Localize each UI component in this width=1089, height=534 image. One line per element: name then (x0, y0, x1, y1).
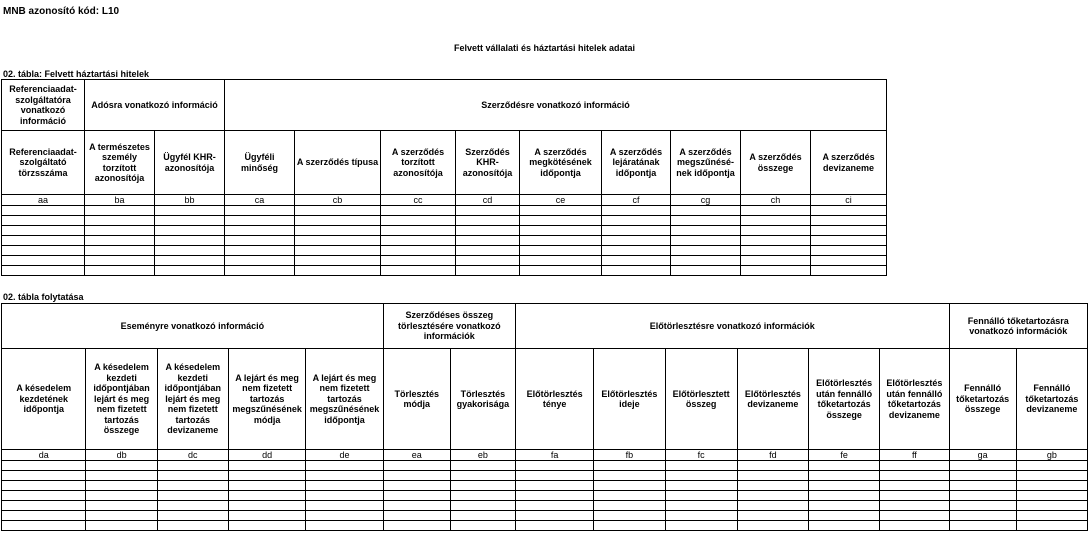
table-row (2, 501, 1088, 511)
table-cell[interactable] (383, 501, 450, 511)
table-cell[interactable] (228, 481, 305, 491)
table-cell[interactable] (811, 256, 887, 266)
table-cell[interactable] (741, 246, 811, 256)
table-cell[interactable] (295, 236, 381, 246)
table-cell[interactable] (741, 206, 811, 216)
table2-col-fb: Előtörlesztés ideje (594, 349, 665, 450)
table-cell[interactable] (1016, 511, 1087, 521)
table2-col-fc: Előtörlesztett összeg (665, 349, 737, 450)
table1-code: ci (811, 195, 887, 206)
table1-caption: 02. tábla: Felvett háztartási hitelek (3, 69, 150, 79)
table-cell[interactable] (86, 461, 157, 471)
table-cell[interactable] (1016, 521, 1087, 531)
table-cell[interactable] (383, 491, 450, 501)
table-cell[interactable] (811, 266, 887, 276)
table-cell[interactable] (741, 216, 811, 226)
table-cell[interactable] (880, 521, 949, 531)
table2-col-ff: Előtörlesztés után fennálló tőketartozás devizaneme (880, 349, 949, 450)
table-cell[interactable] (456, 216, 520, 226)
table-cell[interactable] (157, 471, 228, 481)
table-cell[interactable] (1016, 501, 1087, 511)
table-row (2, 511, 1088, 521)
table-cell[interactable] (381, 206, 456, 216)
table-row (2, 236, 887, 246)
table2-data-rows (2, 461, 1088, 531)
table-cell[interactable] (665, 511, 737, 521)
table-cell[interactable] (594, 471, 665, 481)
table1-code-row (2, 195, 887, 206)
table-cell[interactable] (306, 501, 383, 511)
table-cell[interactable] (520, 266, 602, 276)
table1-col-bb: Ügyfél KHR-azonosítója (155, 131, 225, 195)
table-cell[interactable] (809, 461, 880, 471)
table-cell[interactable] (811, 246, 887, 256)
table-cell[interactable] (456, 226, 520, 236)
table1-col-aa: Referenciaadat-szolgáltató törzsszáma (2, 131, 85, 195)
table1-code: bb (155, 195, 225, 206)
table-cell[interactable] (811, 236, 887, 246)
table2-code: ea (383, 450, 450, 461)
table-cell[interactable] (228, 501, 305, 511)
table2-code: fc (665, 450, 737, 461)
table-cell[interactable] (2, 256, 85, 266)
table-cell[interactable] (515, 471, 593, 481)
mnb-code-label: MNB azonosító kód: L10 (3, 6, 120, 17)
table-cell[interactable] (520, 246, 602, 256)
table-cell[interactable] (515, 521, 593, 531)
table1-code: cg (671, 195, 741, 206)
table-cell[interactable] (383, 461, 450, 471)
table1-group-row (2, 80, 887, 131)
table-cell[interactable] (306, 491, 383, 501)
table-cell[interactable] (602, 256, 671, 266)
table-row (2, 491, 1088, 501)
table2-code: dd (228, 450, 305, 461)
table-cell[interactable] (737, 461, 808, 471)
table-cell[interactable] (880, 491, 949, 501)
table-cell[interactable] (456, 236, 520, 246)
table-cell[interactable] (594, 461, 665, 471)
table-cell[interactable] (809, 511, 880, 521)
table-cell[interactable] (671, 216, 741, 226)
table-cell[interactable] (85, 206, 155, 216)
table-cell[interactable] (2, 481, 86, 491)
table-cell[interactable] (85, 266, 155, 276)
table2-group-event: Eseményre vonatkozó információ (2, 304, 384, 349)
table1-code: cc (381, 195, 456, 206)
table-cell[interactable] (1016, 471, 1087, 481)
table-cell[interactable] (306, 481, 383, 491)
table-cell[interactable] (2, 461, 86, 471)
table-cell[interactable] (880, 511, 949, 521)
table-cell[interactable] (602, 226, 671, 236)
table-cell[interactable] (880, 461, 949, 471)
table1-group-debtor: Adósra vonatkozó információ (85, 80, 225, 131)
table-cell[interactable] (949, 511, 1016, 521)
table-cell[interactable] (594, 491, 665, 501)
table-cell[interactable] (602, 266, 671, 276)
table2-col-da: A késedelem kezdetének időpontja (2, 349, 86, 450)
table1-col-cf: A szerződés lejáratának időpontja (602, 131, 671, 195)
table-cell[interactable] (295, 256, 381, 266)
table-cell[interactable] (228, 491, 305, 501)
table-cell[interactable] (225, 226, 295, 236)
table-cell[interactable] (225, 266, 295, 276)
table1-col-ci: A szerződés devizaneme (811, 131, 887, 195)
table-cell[interactable] (295, 206, 381, 216)
table-cell[interactable] (228, 461, 305, 471)
table-cell[interactable] (225, 256, 295, 266)
table1-code: ba (85, 195, 155, 206)
table-cell[interactable] (2, 501, 86, 511)
table-cell[interactable] (157, 461, 228, 471)
table-cell[interactable] (456, 266, 520, 276)
table2-col-fe: Előtörlesztés után fennálló tőketartozás összege (809, 349, 880, 450)
table2-code: fe (809, 450, 880, 461)
table-cell[interactable] (381, 266, 456, 276)
table-cell[interactable] (737, 521, 808, 531)
table-cell[interactable] (671, 226, 741, 236)
table1-col-ba: A természetes személy torzított azonosítója (85, 131, 155, 195)
table2-code: da (2, 450, 86, 461)
table-cell[interactable] (85, 226, 155, 236)
table-cell[interactable] (737, 511, 808, 521)
table-cell[interactable] (450, 471, 515, 481)
table1-data-rows (2, 206, 887, 276)
table-cell[interactable] (228, 511, 305, 521)
table2-code: fa (515, 450, 593, 461)
table1-col-cc: A szerződés torzított azonosítója (381, 131, 456, 195)
table-cell[interactable] (295, 226, 381, 236)
table-cell[interactable] (1016, 461, 1087, 471)
table1-code: ch (741, 195, 811, 206)
table-cell[interactable] (515, 511, 593, 521)
table-cell[interactable] (450, 461, 515, 471)
table-cell[interactable] (225, 246, 295, 256)
table-cell[interactable] (2, 266, 85, 276)
table-cell[interactable] (295, 246, 381, 256)
table-cell[interactable] (520, 216, 602, 226)
table-cell[interactable] (671, 236, 741, 246)
table-cell[interactable] (737, 481, 808, 491)
table2-col-db: A késedelem kezdeti időpontjában lejárt és meg nem fizetett tartozás összege (86, 349, 157, 450)
table1-col-ch: A szerződés összege (741, 131, 811, 195)
table-row (2, 256, 887, 266)
table-cell[interactable] (809, 491, 880, 501)
table-cell[interactable] (225, 216, 295, 226)
table-cell[interactable] (594, 501, 665, 511)
table-cell[interactable] (85, 256, 155, 266)
table1-header-row (2, 131, 887, 195)
table-row (2, 216, 887, 226)
table1-code: cb (295, 195, 381, 206)
table-cell[interactable] (594, 521, 665, 531)
table1-col-cb: A szerződés típusa (295, 131, 381, 195)
table2-col-gb: Fennálló tőketartozás devizaneme (1016, 349, 1087, 450)
table-cell[interactable] (381, 246, 456, 256)
table2-group-outstanding: Fennálló tőketartozásra vonatkozó információk (949, 304, 1087, 349)
table-cell[interactable] (2, 216, 85, 226)
table-cell[interactable] (520, 256, 602, 266)
table-cell[interactable] (306, 521, 383, 531)
table2-group-prepayment: Előtörlesztésre vonatkozó információk (515, 304, 949, 349)
table2-code: eb (450, 450, 515, 461)
table-row (2, 226, 887, 236)
table-cell[interactable] (515, 481, 593, 491)
table2-code: ff (880, 450, 949, 461)
table2-col-eb: Törlesztés gyakorisága (450, 349, 515, 450)
table-cell[interactable] (741, 236, 811, 246)
table-row (2, 461, 1088, 471)
table-cell[interactable] (383, 511, 450, 521)
table-cell[interactable] (2, 236, 85, 246)
table-cell[interactable] (225, 236, 295, 246)
table-cell[interactable] (949, 501, 1016, 511)
table-cell[interactable] (381, 216, 456, 226)
table-cell[interactable] (1016, 481, 1087, 491)
table-row (2, 521, 1088, 531)
table-cell[interactable] (665, 491, 737, 501)
table-cell[interactable] (671, 266, 741, 276)
table2-code: de (306, 450, 383, 461)
table1-col-ce: A szerződés megkötésének időpontja (520, 131, 602, 195)
table-cell[interactable] (741, 226, 811, 236)
table-cell[interactable] (520, 206, 602, 216)
table-cell[interactable] (515, 501, 593, 511)
table-cell[interactable] (809, 481, 880, 491)
table-cell[interactable] (602, 236, 671, 246)
table-cell[interactable] (85, 246, 155, 256)
table-cell[interactable] (155, 266, 225, 276)
table-cell[interactable] (741, 266, 811, 276)
table-cell[interactable] (450, 501, 515, 511)
table2-col-fd: Előtörlesztés devizaneme (737, 349, 808, 450)
table-cell[interactable] (381, 256, 456, 266)
table1-code: cf (602, 195, 671, 206)
table-cell[interactable] (665, 501, 737, 511)
table-cell[interactable] (665, 481, 737, 491)
table-cell[interactable] (949, 491, 1016, 501)
table-cell[interactable] (383, 471, 450, 481)
table-cell[interactable] (2, 521, 86, 531)
table-cell[interactable] (949, 521, 1016, 531)
table-cell[interactable] (381, 236, 456, 246)
table2-col-de: A lejárt és meg nem fizetett tartozás megszűnésének időpontja (306, 349, 383, 450)
table-cell[interactable] (86, 521, 157, 531)
table-cell[interactable] (809, 471, 880, 481)
table2-col-dc: A késedelem kezdeti időpontjában lejárt és meg nem fizetett tartozás devizaneme (157, 349, 228, 450)
table-cell[interactable] (2, 491, 86, 501)
table2-col-fa: Előtörlesztés ténye (515, 349, 593, 450)
table-cell[interactable] (295, 266, 381, 276)
table-cell[interactable] (157, 491, 228, 501)
table-cell[interactable] (86, 471, 157, 481)
table-cell[interactable] (737, 471, 808, 481)
table-cell[interactable] (2, 206, 85, 216)
table-cell[interactable] (155, 216, 225, 226)
table-cell[interactable] (949, 481, 1016, 491)
table-row (2, 246, 887, 256)
table1 (1, 79, 887, 276)
table-cell[interactable] (383, 481, 450, 491)
table2-group-repayment: Szerződéses összeg törlesztésére vonatkozó információk (383, 304, 515, 349)
table-cell[interactable] (86, 501, 157, 511)
table-cell[interactable] (450, 481, 515, 491)
table-cell[interactable] (456, 206, 520, 216)
table-cell[interactable] (671, 206, 741, 216)
table-cell[interactable] (306, 511, 383, 521)
table-row (2, 481, 1088, 491)
table-cell[interactable] (228, 471, 305, 481)
table-cell[interactable] (450, 521, 515, 531)
table-cell[interactable] (155, 226, 225, 236)
table2-code: dc (157, 450, 228, 461)
table-cell[interactable] (665, 521, 737, 531)
table-cell[interactable] (225, 206, 295, 216)
table-row (2, 266, 887, 276)
table-cell[interactable] (86, 491, 157, 501)
table-cell[interactable] (809, 501, 880, 511)
table-cell[interactable] (602, 206, 671, 216)
table2-code-row (2, 450, 1088, 461)
table-cell[interactable] (383, 521, 450, 531)
table1-col-cd: Szerződés KHR-azonosítója (456, 131, 520, 195)
table1-code: aa (2, 195, 85, 206)
table-cell[interactable] (157, 511, 228, 521)
table-cell[interactable] (594, 511, 665, 521)
table-cell[interactable] (949, 461, 1016, 471)
table2-code: fd (737, 450, 808, 461)
table-cell[interactable] (228, 521, 305, 531)
table-cell[interactable] (155, 246, 225, 256)
table2-code: gb (1016, 450, 1087, 461)
table-cell[interactable] (515, 461, 593, 471)
table-cell[interactable] (602, 246, 671, 256)
table-cell[interactable] (155, 256, 225, 266)
table2 (1, 303, 1088, 531)
table-cell[interactable] (155, 206, 225, 216)
table-cell[interactable] (157, 501, 228, 511)
table1-col-cg: A szerződés megszűnésé-nek időpontja (671, 131, 741, 195)
table-cell[interactable] (381, 226, 456, 236)
table-cell[interactable] (2, 226, 85, 236)
table-row (2, 471, 1088, 481)
table-cell[interactable] (811, 216, 887, 226)
table-cell[interactable] (811, 226, 887, 236)
table-cell[interactable] (306, 461, 383, 471)
table2-col-ea: Törlesztés módja (383, 349, 450, 450)
table-cell[interactable] (880, 471, 949, 481)
table-cell[interactable] (741, 256, 811, 266)
table2-code: db (86, 450, 157, 461)
table-cell[interactable] (85, 216, 155, 226)
table-cell[interactable] (665, 461, 737, 471)
table-cell[interactable] (450, 491, 515, 501)
table2-col-dd: A lejárt és meg nem fizetett tartozás megszűnésének módja (228, 349, 305, 450)
table-cell[interactable] (86, 481, 157, 491)
table-cell[interactable] (594, 481, 665, 491)
table2-header-row (2, 349, 1088, 450)
table1-code: ca (225, 195, 295, 206)
table-cell[interactable] (949, 471, 1016, 481)
table-cell[interactable] (456, 246, 520, 256)
table-cell[interactable] (85, 236, 155, 246)
table-cell[interactable] (602, 216, 671, 226)
table1-group-reference: Referenciaadat-szolgáltatóra vonatkozó információ (2, 80, 85, 131)
table2-code: fb (594, 450, 665, 461)
table2-caption: 02. tábla folytatása (3, 292, 84, 302)
table-cell[interactable] (880, 501, 949, 511)
table-cell[interactable] (737, 501, 808, 511)
table-cell[interactable] (1016, 491, 1087, 501)
table2-code: ga (949, 450, 1016, 461)
table-cell[interactable] (811, 206, 887, 216)
table2-col-ga: Fennálló tőketartozás összege (949, 349, 1016, 450)
table-cell[interactable] (306, 471, 383, 481)
table-cell[interactable] (515, 491, 593, 501)
table-cell[interactable] (665, 471, 737, 481)
table1-group-contract: Szerződésre vonatkozó információ (225, 80, 887, 131)
table-cell[interactable] (737, 491, 808, 501)
table-cell[interactable] (2, 246, 85, 256)
table-cell[interactable] (880, 481, 949, 491)
table-cell[interactable] (809, 521, 880, 531)
table1-code: cd (456, 195, 520, 206)
table-cell[interactable] (456, 256, 520, 266)
table-cell[interactable] (295, 216, 381, 226)
table-cell[interactable] (671, 256, 741, 266)
table-cell[interactable] (157, 481, 228, 491)
table-cell[interactable] (157, 521, 228, 531)
table-row (2, 206, 887, 216)
table1-col-ca: Ügyféli minőség (225, 131, 295, 195)
table-cell[interactable] (86, 511, 157, 521)
document-title: Felvett vállalati és háztartási hitelek adatai (453, 43, 636, 53)
table-cell[interactable] (155, 236, 225, 246)
table-cell[interactable] (450, 511, 515, 521)
table-cell[interactable] (2, 511, 86, 521)
table-cell[interactable] (520, 226, 602, 236)
table-cell[interactable] (2, 471, 86, 481)
table2-group-row (2, 304, 1088, 349)
table1-code: ce (520, 195, 602, 206)
table-cell[interactable] (520, 236, 602, 246)
table-cell[interactable] (671, 246, 741, 256)
